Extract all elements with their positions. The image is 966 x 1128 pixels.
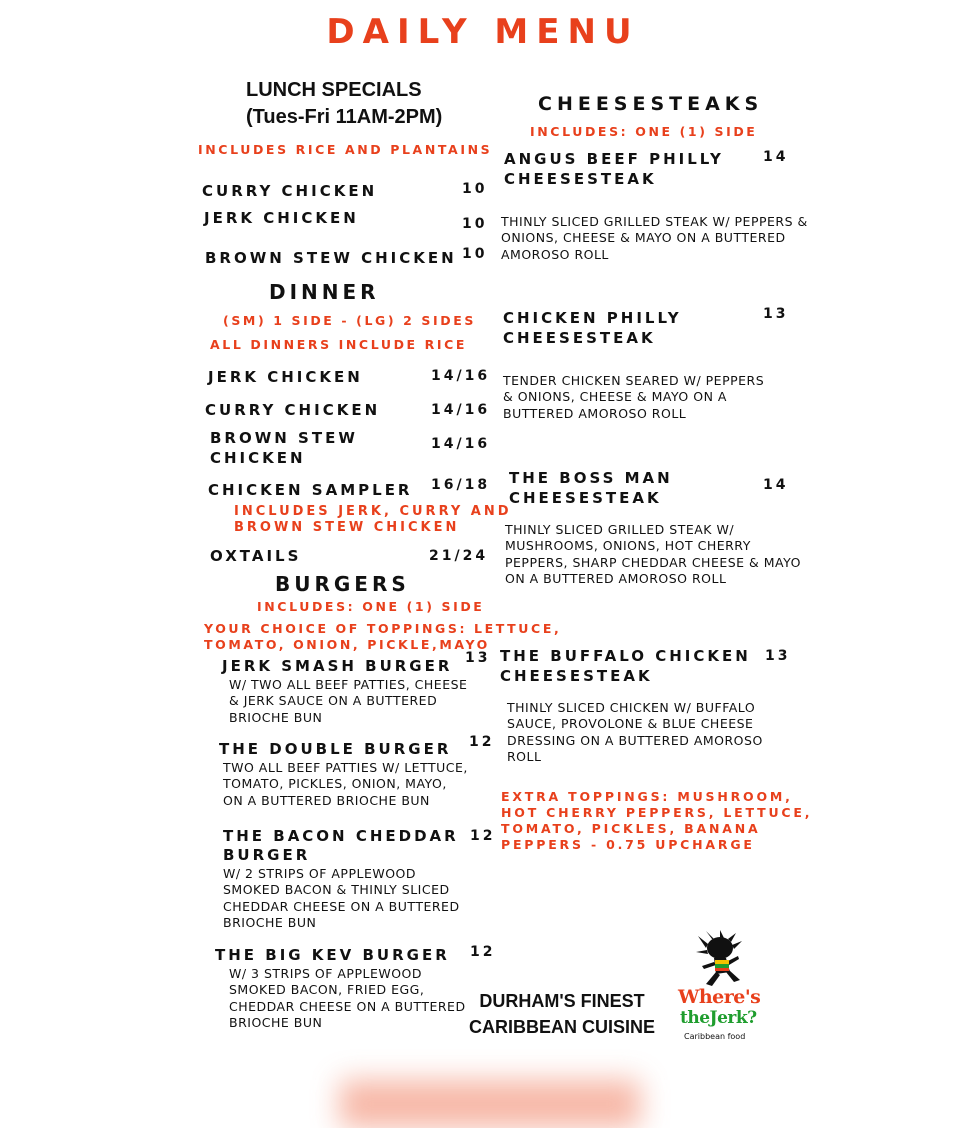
dinner-item-name: CURRY CHICKEN [205, 401, 381, 419]
burgers-toppings-cont: TOMATO, ONION, PICKLE,MAYO [204, 637, 490, 652]
cheesesteak-item-name-cont: CHEESESTEAK [500, 667, 653, 685]
lunch-item-name: BROWN STEW CHICKEN [205, 249, 457, 267]
burger-item-name: JERK SMASH BURGER [222, 657, 453, 675]
cheesesteak-item-name: THE BOSS MAN [509, 469, 673, 487]
cheesesteak-item-desc: THINLY SLICED CHICKEN W/ BUFFALO SAUCE, PROVOLONE & BLUE CHEESE DRESSING ON A BUTTERED AMOROSO ROLL [507, 700, 763, 764]
cheesesteak-item-price: 14 [763, 149, 789, 165]
menu-title: DAILY MENU [326, 12, 640, 52]
cheesesteak-item-name: CHICKEN PHILLY [503, 309, 682, 327]
burger-item-name-cont: BURGER [223, 846, 311, 864]
burger-item-desc: TWO ALL BEEF PATTIES W/ LETTUCE, TOMATO, PICKLES, ONION, MAYO, ON A BUTTERED BRIOCHE BUN [223, 760, 468, 808]
burger-item-name: THE BIG KEV BURGER [215, 946, 450, 964]
cheesesteak-item-price: 13 [763, 306, 789, 322]
burger-item-desc: W/ 3 STRIPS OF APPLEWOOD SMOKED BACON, FRIED EGG, CHEDDAR CHEESE ON A BUTTERED BRIOCHE BUN [229, 966, 466, 1030]
lunch-item-price: 10 [462, 216, 488, 232]
cheesesteak-item-name: THE BUFFALO CHICKEN [500, 647, 751, 665]
dinner-item-price: 14/16 [431, 402, 491, 418]
cheesesteaks-note: INCLUDES: ONE (1) SIDE [530, 124, 758, 139]
cheesesteak-item-name-cont: CHEESESTEAK [509, 489, 662, 507]
dinner-item-name: CHICKEN SAMPLER [208, 481, 413, 499]
burgers-heading: BURGERS [275, 572, 410, 596]
cheesesteak-item-price: 14 [763, 477, 789, 493]
burger-item-price: 13 [465, 650, 491, 666]
burgers-note: INCLUDES: ONE (1) SIDE [257, 599, 485, 614]
dinner-item-price: 14/16 [431, 368, 491, 384]
dinner-note-sides: (SM) 1 SIDE - (LG) 2 SIDES [223, 313, 476, 328]
restaurant-logo [676, 930, 766, 1048]
burger-item-price: 12 [470, 828, 496, 844]
lunch-item-price: 10 [462, 181, 488, 197]
cheesesteak-item-desc: THINLY SLICED GRILLED STEAK W/ PEPPERS & ONIONS, CHEESE & MAYO ON A BUTTERED AMOROSO ROLL [501, 214, 808, 262]
dinner-item-name: JERK CHICKEN [208, 368, 363, 386]
dinner-item-name: OXTAILS [210, 547, 302, 565]
cheesesteak-item-price: 13 [765, 648, 791, 664]
dreadlocks-figure-icon [676, 930, 766, 990]
burger-item-desc: W/ TWO ALL BEEF PATTIES, CHEESE & JERK SAUCE ON A BUTTERED BRIOCHE BUN [229, 677, 468, 725]
burger-item-desc: W/ 2 STRIPS OF APPLEWOOD SMOKED BACON & THINLY SLICED CHEDDAR CHEESE ON A BUTTERED BRIOCHE BUN [223, 866, 460, 930]
sampler-note: INCLUDES JERK, CURRY AND [234, 504, 512, 519]
burger-item-price: 12 [470, 944, 496, 960]
dinner-item-name-cont: CHICKEN [210, 449, 306, 467]
cheesesteak-item-name-cont: CHEESESTEAK [503, 329, 656, 347]
cheesesteak-item-name-cont: CHEESESTEAK [504, 170, 657, 188]
lunch-item-name: CURRY CHICKEN [202, 182, 378, 200]
lunch-item-name: JERK CHICKEN [204, 209, 359, 227]
burger-item-name: THE BACON CHEDDAR [223, 827, 459, 845]
logo-text-thejerk: theJerk? [680, 1008, 757, 1028]
lunch-hours: (Tues-Fri 11AM-2PM) [246, 106, 443, 128]
dinner-item-name: BROWN STEW [210, 429, 358, 447]
burger-item-price: 12 [469, 734, 495, 750]
dinner-heading: DINNER [269, 280, 380, 304]
lunch-note: INCLUDES RICE AND PLANTAINS [198, 142, 493, 157]
sampler-note-cont: BROWN STEW CHICKEN [234, 520, 460, 535]
cheesesteaks-heading: CHEESESTEAKS [538, 93, 764, 115]
lunch-item-price: 10 [462, 246, 488, 262]
dinner-note-rice: ALL DINNERS INCLUDE RICE [210, 337, 468, 352]
tagline: DURHAM'S FINEST CARIBBEAN CUISINE [468, 991, 655, 1037]
extra-toppings: EXTRA TOPPINGS: MUSHROOM, HOT CHERRY PEPPERS, LETTUCE, TOMATO, PICKLES, BANANA PEPPERS - 0.75 UPCHARGE [501, 789, 813, 852]
dinner-item-price: 14/16 [431, 436, 491, 452]
burgers-toppings: YOUR CHOICE OF TOPPINGS: LETTUCE, [204, 621, 562, 636]
dinner-item-price: 16/18 [431, 477, 491, 493]
dinner-item-price: 21/24 [429, 548, 489, 564]
logo-text-caribbean: Caribbean food [684, 1032, 746, 1041]
lunch-heading: LUNCH SPECIALS [246, 79, 422, 101]
logo-text-wheres: Where's [678, 986, 761, 1008]
cheesesteak-item-name: ANGUS BEEF PHILLY [504, 150, 724, 168]
cheesesteak-item-desc: THINLY SLICED GRILLED STEAK W/ MUSHROOMS, ONIONS, HOT CHERRY PEPPERS, SHARP CHEDDAR CHEESE & MAYO ON A BUTTERED AMOROSO ROLL [505, 522, 801, 586]
cheesesteak-item-desc: TENDER CHICKEN SEARED W/ PEPPERS & ONIONS, CHEESE & MAYO ON A BUTTERED AMOROSO ROLL [503, 373, 765, 421]
burger-item-name: THE DOUBLE BURGER [219, 740, 452, 758]
blurred-footer-graphic [340, 1080, 640, 1128]
